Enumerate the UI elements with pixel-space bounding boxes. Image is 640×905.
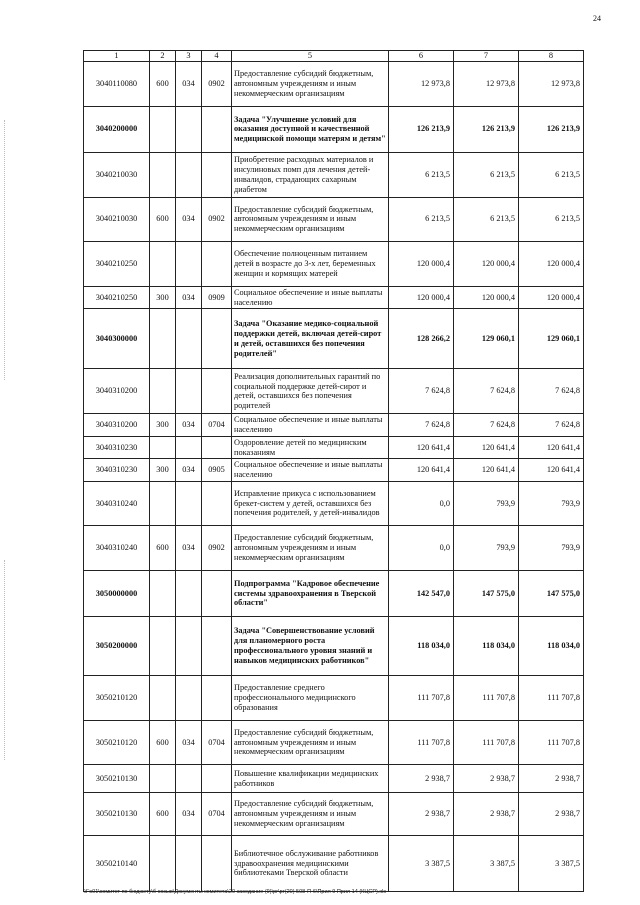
ministry-code — [176, 436, 202, 459]
table-row — [84, 369, 584, 414]
value-col-8: 126 213,9 — [519, 106, 584, 152]
section-code: 300 — [150, 459, 176, 482]
section-code: 300 — [150, 414, 176, 437]
subsection-code — [202, 571, 232, 617]
subsection-code — [202, 482, 232, 526]
value-col-7: 2 938,7 — [454, 765, 519, 793]
table-row — [84, 309, 584, 369]
section-code: 600 — [150, 793, 176, 836]
table-row — [84, 197, 584, 241]
subsection-code — [202, 369, 232, 414]
table-row — [84, 482, 584, 526]
table-row — [84, 286, 584, 309]
value-col-7: 7 624,8 — [454, 369, 519, 414]
ministry-code: 034 — [176, 459, 202, 482]
ministry-code — [176, 369, 202, 414]
value-col-6: 142 547,0 — [389, 571, 454, 617]
subsection-code: 0704 — [202, 414, 232, 437]
subsection-code: 0902 — [202, 61, 232, 106]
subsection-code — [202, 309, 232, 369]
row-description: Исправление прикуса с использованием брекет-систем у детей, оставшихся без попечения родителей, у детей-инвалидов — [232, 482, 389, 526]
ministry-code — [176, 309, 202, 369]
value-col-6: 6 213,5 — [389, 197, 454, 241]
table-body — [84, 51, 584, 892]
table-row — [84, 571, 584, 617]
table-row — [84, 676, 584, 721]
row-description: Предоставление субсидий бюджетным, автономным учреждениям и иным некоммерческим организациям — [232, 61, 389, 106]
value-col-6: 3 387,5 — [389, 836, 454, 892]
value-col-8: 147 575,0 — [519, 571, 584, 617]
value-col-7: 6 213,5 — [454, 197, 519, 241]
subsection-code — [202, 836, 232, 892]
value-col-6: 111 707,8 — [389, 676, 454, 721]
row-description: Задача "Улучшение условий для оказания доступной и качественной медицинской помощи матерям и детям" — [232, 106, 389, 152]
file-path-footer: \\Fs01\комитет по бюджету\б созыв\Документы комитета\20 заседание (9)\рг\рг(20) 508-П-6\Прил 9 Прил 14 (КЦСР).xls — [83, 889, 387, 895]
value-col-6: 0,0 — [389, 482, 454, 526]
section-code — [150, 152, 176, 197]
table-row — [84, 836, 584, 892]
table-row — [84, 721, 584, 765]
row-code: 3040300000 — [84, 309, 150, 369]
value-col-8: 12 973,8 — [519, 61, 584, 106]
value-col-8: 793,9 — [519, 526, 584, 571]
subsection-code — [202, 152, 232, 197]
value-col-6: 128 266,2 — [389, 309, 454, 369]
value-col-7: 118 034,0 — [454, 617, 519, 676]
section-code — [150, 836, 176, 892]
margin-mark — [4, 120, 6, 380]
ministry-code: 034 — [176, 414, 202, 437]
value-col-7: 2 938,7 — [454, 793, 519, 836]
ministry-code — [176, 676, 202, 721]
value-col-6: 120 641,4 — [389, 436, 454, 459]
row-code: 3040310230 — [84, 459, 150, 482]
section-code — [150, 241, 176, 286]
subsection-code: 0905 — [202, 459, 232, 482]
ministry-code — [176, 152, 202, 197]
column-header: 5 — [232, 51, 389, 62]
budget-table — [83, 50, 584, 892]
ministry-code: 034 — [176, 721, 202, 765]
value-col-8: 7 624,8 — [519, 369, 584, 414]
column-header-row — [84, 51, 584, 62]
ministry-code: 034 — [176, 197, 202, 241]
section-code: 600 — [150, 197, 176, 241]
value-col-8: 793,9 — [519, 482, 584, 526]
value-col-7: 793,9 — [454, 526, 519, 571]
column-header: 8 — [519, 51, 584, 62]
section-code — [150, 436, 176, 459]
row-code: 3050200000 — [84, 617, 150, 676]
section-code: 600 — [150, 526, 176, 571]
table-row — [84, 414, 584, 437]
column-header: 6 — [389, 51, 454, 62]
row-code: 3040310240 — [84, 526, 150, 571]
ministry-code — [176, 617, 202, 676]
row-description: Оздоровление детей по медицинским показаниям — [232, 436, 389, 459]
value-col-6: 118 034,0 — [389, 617, 454, 676]
table-row — [84, 765, 584, 793]
subsection-code: 0902 — [202, 197, 232, 241]
value-col-8: 6 213,5 — [519, 152, 584, 197]
value-col-8: 120 000,4 — [519, 286, 584, 309]
value-col-6: 111 707,8 — [389, 721, 454, 765]
value-col-7: 120 000,4 — [454, 241, 519, 286]
value-col-7: 6 213,5 — [454, 152, 519, 197]
table-row — [84, 617, 584, 676]
value-col-6: 2 938,7 — [389, 793, 454, 836]
row-description: Социальное обеспечение и иные выплаты населению — [232, 459, 389, 482]
value-col-8: 2 938,7 — [519, 793, 584, 836]
value-col-7: 120 641,4 — [454, 436, 519, 459]
row-description: Предоставление субсидий бюджетным, автономным учреждениям и иным некоммерческим организациям — [232, 526, 389, 571]
value-col-6: 12 973,8 — [389, 61, 454, 106]
column-header: 2 — [150, 51, 176, 62]
ministry-code: 034 — [176, 526, 202, 571]
value-col-8: 111 707,8 — [519, 676, 584, 721]
column-header: 1 — [84, 51, 150, 62]
table-row — [84, 793, 584, 836]
value-col-8: 6 213,5 — [519, 197, 584, 241]
page-number: 24 — [593, 14, 601, 23]
value-col-8: 2 938,7 — [519, 765, 584, 793]
table-row — [84, 152, 584, 197]
row-code: 3050210120 — [84, 676, 150, 721]
section-code — [150, 571, 176, 617]
ministry-code — [176, 106, 202, 152]
table-row — [84, 526, 584, 571]
value-col-7: 7 624,8 — [454, 414, 519, 437]
section-code: 600 — [150, 721, 176, 765]
section-code: 300 — [150, 286, 176, 309]
value-col-6: 7 624,8 — [389, 369, 454, 414]
row-description: Реализация дополнительных гарантий по социальной поддержке детей-сирот и детей, оставшихся без попечения родителей — [232, 369, 389, 414]
ministry-code: 034 — [176, 793, 202, 836]
column-header: 3 — [176, 51, 202, 62]
value-col-8: 118 034,0 — [519, 617, 584, 676]
row-code: 3050000000 — [84, 571, 150, 617]
value-col-6: 120 641,4 — [389, 459, 454, 482]
value-col-6: 7 624,8 — [389, 414, 454, 437]
row-description: Предоставление субсидий бюджетным, автономным учреждениям и иным некоммерческим организациям — [232, 721, 389, 765]
row-description: Предоставление субсидий бюджетным, автономным учреждениям и иным некоммерческим организациям — [232, 197, 389, 241]
value-col-8: 111 707,8 — [519, 721, 584, 765]
row-code: 3040110080 — [84, 61, 150, 106]
section-code — [150, 369, 176, 414]
ministry-code — [176, 836, 202, 892]
table-row — [84, 459, 584, 482]
value-col-7: 147 575,0 — [454, 571, 519, 617]
row-description: Повышение квалификации медицинских работников — [232, 765, 389, 793]
table-row — [84, 241, 584, 286]
subsection-code — [202, 241, 232, 286]
row-description: Обеспечение полноценным питанием детей в возрасте до 3-х лет, беременных женщин и кормящих матерей — [232, 241, 389, 286]
value-col-8: 120 641,4 — [519, 459, 584, 482]
subsection-code — [202, 106, 232, 152]
value-col-6: 6 213,5 — [389, 152, 454, 197]
ministry-code — [176, 241, 202, 286]
value-col-6: 2 938,7 — [389, 765, 454, 793]
row-code: 3040310240 — [84, 482, 150, 526]
subsection-code — [202, 436, 232, 459]
row-code: 3040210250 — [84, 241, 150, 286]
row-code: 3050210130 — [84, 793, 150, 836]
value-col-7: 111 707,8 — [454, 676, 519, 721]
subsection-code — [202, 617, 232, 676]
ministry-code: 034 — [176, 61, 202, 106]
row-description: Приобретение расходных материалов и инсулиновых помп для лечения детей-инвалидов, страдающих сахарным диабетом — [232, 152, 389, 197]
margin-mark — [4, 560, 6, 760]
section-code — [150, 765, 176, 793]
value-col-8: 3 387,5 — [519, 836, 584, 892]
value-col-6: 120 000,4 — [389, 286, 454, 309]
value-col-6: 126 213,9 — [389, 106, 454, 152]
row-code: 3040310200 — [84, 414, 150, 437]
value-col-8: 120 000,4 — [519, 241, 584, 286]
row-description: Социальное обеспечение и иные выплаты населению — [232, 286, 389, 309]
subsection-code — [202, 765, 232, 793]
section-code — [150, 106, 176, 152]
value-col-7: 126 213,9 — [454, 106, 519, 152]
row-code: 3040210030 — [84, 197, 150, 241]
row-description: Библиотечное обслуживание работников здравоохранения медицинскими библиотеками Тверской области — [232, 836, 389, 892]
row-description: Подпрограмма "Кадровое обеспечение системы здравоохранения в Тверской области" — [232, 571, 389, 617]
row-description: Предоставление субсидий бюджетным, автономным учреждениям и иным некоммерческим организациям — [232, 793, 389, 836]
row-code: 3040210250 — [84, 286, 150, 309]
table-row — [84, 106, 584, 152]
ministry-code: 034 — [176, 286, 202, 309]
column-header: 4 — [202, 51, 232, 62]
row-code: 3040210030 — [84, 152, 150, 197]
ministry-code — [176, 571, 202, 617]
section-code — [150, 309, 176, 369]
ministry-code — [176, 765, 202, 793]
value-col-7: 120 000,4 — [454, 286, 519, 309]
value-col-8: 7 624,8 — [519, 414, 584, 437]
value-col-7: 3 387,5 — [454, 836, 519, 892]
row-description: Задача "Совершенствование условий для планомерного роста профессионального уровня знаний и навыков медицинских работников" — [232, 617, 389, 676]
value-col-7: 111 707,8 — [454, 721, 519, 765]
table-row — [84, 436, 584, 459]
section-code — [150, 676, 176, 721]
row-description: Социальное обеспечение и иные выплаты населению — [232, 414, 389, 437]
subsection-code: 0704 — [202, 721, 232, 765]
value-col-7: 129 060,1 — [454, 309, 519, 369]
section-code — [150, 617, 176, 676]
value-col-7: 120 641,4 — [454, 459, 519, 482]
row-code: 3040310230 — [84, 436, 150, 459]
section-code — [150, 482, 176, 526]
value-col-7: 793,9 — [454, 482, 519, 526]
subsection-code: 0902 — [202, 526, 232, 571]
value-col-6: 120 000,4 — [389, 241, 454, 286]
row-code: 3040200000 — [84, 106, 150, 152]
row-code: 3050210130 — [84, 765, 150, 793]
subsection-code: 0909 — [202, 286, 232, 309]
ministry-code — [176, 482, 202, 526]
row-code: 3050210120 — [84, 721, 150, 765]
row-description: Задача "Оказание медико-социальной поддержки детей, включая детей-сирот и детей, оставшихся без попечения родителей" — [232, 309, 389, 369]
row-code: 3040310200 — [84, 369, 150, 414]
column-header: 7 — [454, 51, 519, 62]
value-col-8: 129 060,1 — [519, 309, 584, 369]
table-row — [84, 61, 584, 106]
subsection-code — [202, 676, 232, 721]
subsection-code: 0704 — [202, 793, 232, 836]
row-description: Предоставление среднего профессионального медицинского образования — [232, 676, 389, 721]
value-col-8: 120 641,4 — [519, 436, 584, 459]
value-col-7: 12 973,8 — [454, 61, 519, 106]
section-code: 600 — [150, 61, 176, 106]
value-col-6: 0,0 — [389, 526, 454, 571]
row-code: 3050210140 — [84, 836, 150, 892]
